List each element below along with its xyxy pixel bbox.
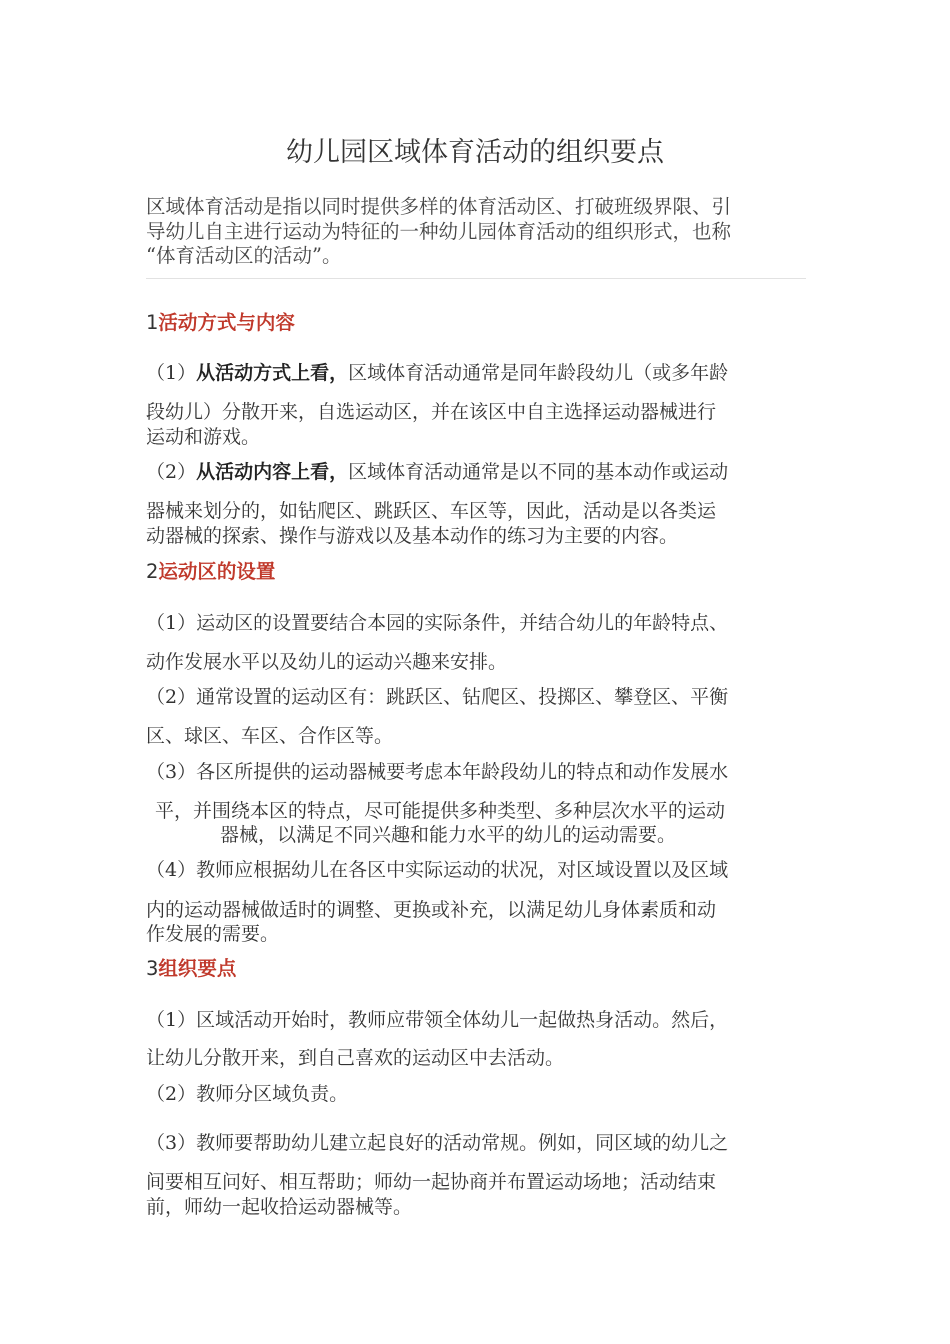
section-heading-text: 组织要点 [158, 957, 237, 980]
intro-line-2: 导幼儿自主进行运动为特征的一种幼儿园体育活动的组织形式，也称 [146, 220, 732, 243]
section-number: 1 [146, 311, 159, 334]
paragraph-line: 动器械的探索、操作与游戏以及基本动作的练习为主要的内容。 [146, 525, 679, 547]
paragraph-line: 内的运动器械做适时的调整、更换或补充，以满足幼儿身体素质和动 [146, 899, 717, 921]
section-number: 2 [146, 560, 159, 583]
section-heading-text: 活动方式与内容 [158, 311, 295, 334]
section-heading-1 [146, 311, 295, 335]
paragraph-line: 平，并围绕本区的特点，尽可能提供多种类型、多种层次水平的运动 [155, 800, 726, 822]
section-heading-text: 运动区的设置 [158, 560, 276, 583]
paragraph-line [146, 460, 728, 484]
item-prefix: （1） [146, 362, 197, 384]
item-prefix: （2） [146, 461, 197, 483]
paragraph-line: （3）各区所提供的运动器械要考虑本年龄段幼儿的特点和动作发展水 [146, 761, 729, 783]
paragraph-line: （3）教师要帮助幼儿建立起良好的活动常规。例如，同区域的幼儿之 [146, 1132, 729, 1154]
paragraph-line: 前，师幼一起收拾运动器械等。 [146, 1196, 413, 1218]
intro-line-1: 区域体育活动是指以同时提供多样的体育活动区、打破班级界限、引 [146, 195, 732, 218]
section-heading-3 [146, 957, 236, 981]
bold-lead: 从活动内容上看， [196, 461, 349, 483]
section-heading-2 [146, 560, 275, 584]
paragraph-line: 作发展的需要。 [146, 923, 280, 945]
paragraph-line: （1）运动区的设置要结合本园的实际条件，并结合幼儿的年龄特点、 [146, 612, 729, 634]
document-title: 幼儿园区域体育活动的组织要点 [286, 137, 664, 168]
paragraph-line: 段幼儿）分散开来，自选运动区，并在该区中自主选择运动器械进行 [146, 401, 717, 423]
section-number: 3 [146, 957, 159, 980]
bold-lead: 从活动方式上看， [196, 362, 349, 384]
paragraph-line: 区、球区、车区、合作区等。 [146, 725, 394, 747]
divider [146, 278, 806, 279]
paragraph-line: （2）通常设置的运动区有：跳跃区、钻爬区、投掷区、攀登区、平衡 [146, 686, 729, 708]
paragraph-line: 让幼儿分散开来，到自己喜欢的运动区中去活动。 [146, 1047, 565, 1069]
paragraph-line [146, 361, 728, 385]
paragraph-line: （2）教师分区域负责。 [146, 1083, 349, 1105]
paragraph-line: 器械，以满足不同兴趣和能力水平的幼儿的运动需要。 [220, 824, 677, 846]
intro-line-3: “体育活动区的活动”。 [146, 244, 342, 267]
paragraph-line: （4）教师应根据幼儿在各区中实际运动的状况，对区域设置以及区域 [146, 859, 729, 881]
paragraph-line: 运动和游戏。 [146, 426, 261, 448]
paragraph-line: （1）区域活动开始时，教师应带领全体幼儿一起做热身活动。然后， [146, 1009, 729, 1031]
paragraph-line: 动作发展水平以及幼儿的运动兴趣来安排。 [146, 651, 508, 673]
paragraph-line: 间要相互问好、相互帮助；师幼一起协商并布置运动场地；活动结束 [146, 1171, 717, 1193]
paragraph-line: 器械来划分的，如钻爬区、跳跃区、车区等，因此，活动是以各类运 [146, 500, 717, 522]
item-text: 区域体育活动通常是以不同的基本动作或运动 [348, 461, 729, 483]
item-text: 区域体育活动通常是同年龄段幼儿（或多年龄 [348, 362, 729, 384]
